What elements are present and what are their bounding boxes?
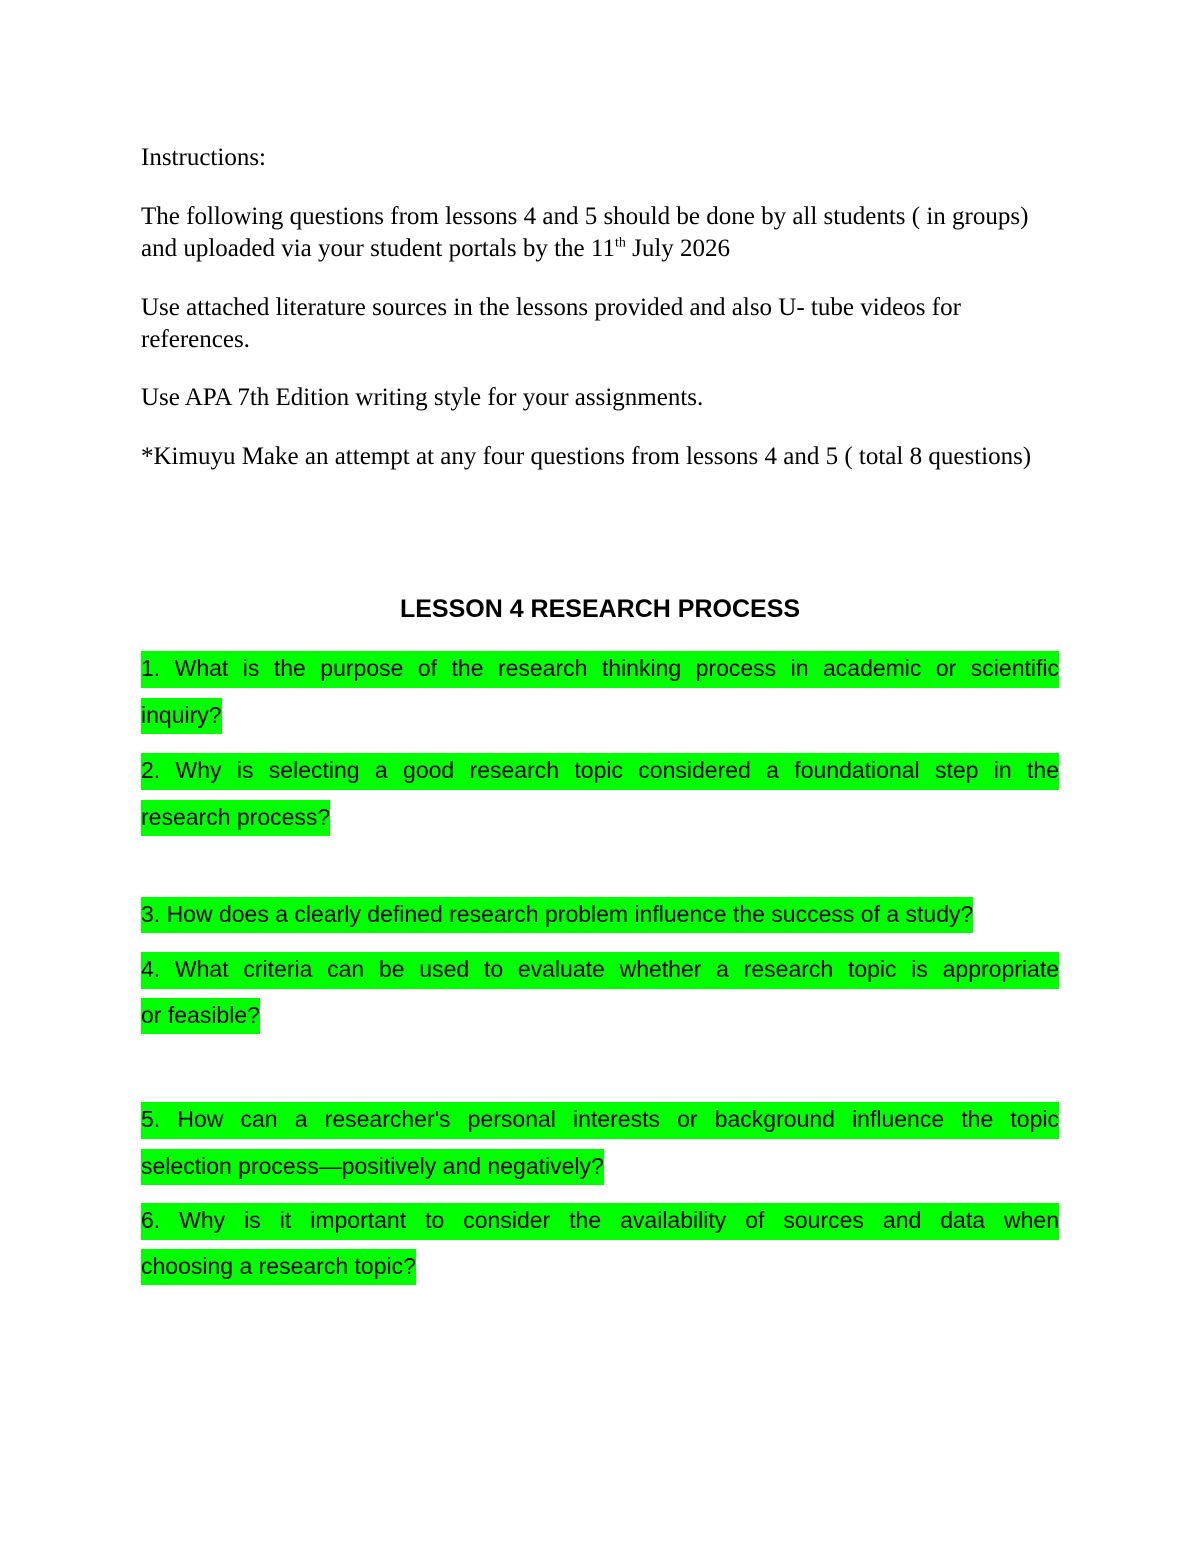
question-3-highlight: 3. How does a clearly defined research problem influence the success of a study? xyxy=(141,897,973,933)
instructions-label: Instructions: xyxy=(141,144,266,171)
deadline-ordinal-suffix: th xyxy=(614,235,626,251)
question-5-line-1 xyxy=(141,1102,1059,1139)
question-4-highlight-cont: or feasible? xyxy=(141,998,260,1034)
question-6-highlight: 6. Why is it important to consider the availability of sources and data when xyxy=(141,1203,1059,1240)
question-4-line-2 xyxy=(141,1002,260,1029)
instructions-paragraph-attempt: *Kimuyu Make an attempt at any four questions from lessons 4 and 5 ( total 8 questions) xyxy=(141,443,1032,470)
instructions-paragraph-deadline xyxy=(141,201,1061,265)
question-1-line-1 xyxy=(141,651,1059,688)
question-6-line-1 xyxy=(141,1203,1059,1240)
question-6-highlight-cont: choosing a research topic? xyxy=(141,1249,416,1285)
question-2-highlight: 2. Why is selecting a good research topic considered a foundational step in the xyxy=(141,753,1059,790)
question-5-line-2 xyxy=(141,1153,604,1180)
question-1-highlight: 1. What is the purpose of the research thinking process in academic or scientific xyxy=(141,651,1059,688)
question-1-line-2 xyxy=(141,702,222,729)
question-3-line-1 xyxy=(141,901,973,928)
deadline-text: The following questions from lessons 4 and 5 should be done by all students ( in groups) and uploaded via your student portals by the 11 xyxy=(141,203,1029,262)
question-2-line-1 xyxy=(141,753,1059,790)
instructions-paragraph-apa: Use APA 7th Edition writing style for your assignments. xyxy=(141,384,704,411)
question-4-line-1 xyxy=(141,952,1059,989)
question-2-highlight-cont: research process? xyxy=(141,800,330,836)
question-5-highlight-cont: selection process—positively and negatively? xyxy=(141,1149,604,1185)
instructions-paragraph-sources: Use attached literature sources in the lessons provided and also U- tube videos for references. xyxy=(141,294,961,353)
deadline-month-year: July 2026 xyxy=(625,235,731,262)
question-6-line-2 xyxy=(141,1253,416,1280)
question-5-highlight: 5. How can a researcher's personal interests or background influence the topic xyxy=(141,1102,1059,1139)
lesson-title: LESSON 4 RESEARCH PROCESS xyxy=(399,595,801,623)
question-1-highlight-cont: inquiry? xyxy=(141,698,222,734)
question-4-highlight: 4. What criteria can be used to evaluate whether a research topic is appropriate xyxy=(141,952,1059,989)
question-2-line-2 xyxy=(141,804,330,831)
